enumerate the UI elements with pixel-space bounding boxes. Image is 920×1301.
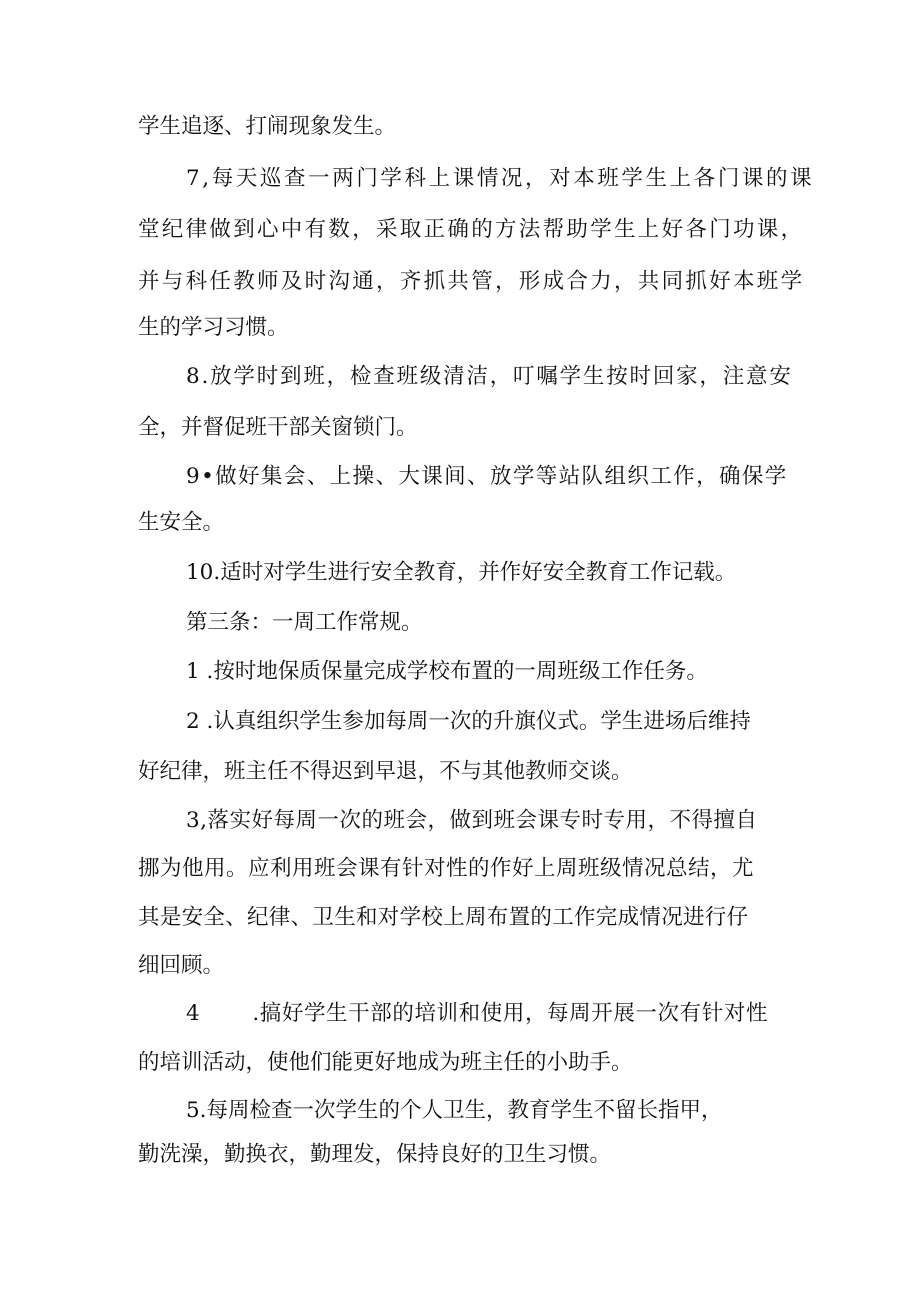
text-line: 9•做好集会、上操、大课间、放学等站队组织工作，确保学 xyxy=(186,464,788,489)
text-line: 生安全。 xyxy=(138,510,225,535)
text-line: 学生追逐、打闹现象发生。 xyxy=(138,114,397,139)
text-line: 3,落实好每周一次的班会，做到班会课专时专用，不得擅自 xyxy=(186,808,758,833)
section-heading: 第三条：一周工作常规。 xyxy=(186,610,423,635)
text-line: 1 .按时地保质保量完成学校布置的一周班级工作任务。 xyxy=(186,659,708,684)
text-line: 细回顾。 xyxy=(138,953,225,978)
text-line: 勤洗澡，勤换衣，勤理发，保持良好的卫生习惯。 xyxy=(138,1142,612,1167)
text-line: 挪为他用。应利用班会课有针对性的作好上周班级情况总结，尤 xyxy=(138,856,755,881)
text-line: 10.适时对学生进行安全教育，并作好安全教育工作记载。 xyxy=(186,560,737,585)
text-line: 8.放学时到班，检查班级清洁，叮嘱学生按时回家，注意安 xyxy=(186,364,793,389)
text-line: 的培训活动，使他们能更好地成为班主任的小助手。 xyxy=(138,1050,633,1075)
text-line: 其是安全、纪律、卫生和对学校上周布置的工作完成情况进行仔 xyxy=(138,905,749,930)
text-line: 生的学习习惯。 xyxy=(138,315,289,340)
text-line: 7,每天巡查一两门学科上课情况，对本班学生上各门课的课 xyxy=(186,166,815,191)
text-line: 堂纪律做到心中有数，采取正确的方法帮助学生上好各门功课， xyxy=(138,217,805,242)
text-line: 并与科任教师及时沟通，齐抓共管，形成合力，共同抓好本班学 xyxy=(138,269,805,294)
text-line: 好纪律，班主任不得迟到早退，不与其他教师交谈。 xyxy=(138,759,633,784)
text-line: 4 .搞好学生干部的培训和使用，每周开展一次有针对性 xyxy=(186,1001,769,1026)
text-line: 全，并督促班干部关窗锁门。 xyxy=(138,415,418,440)
text-line: 2 .认真组织学生参加每周一次的升旗仪式。学生进场后维持 xyxy=(186,709,751,734)
text-line: 5.每周检查一次学生的个人卫生，教育学生不留长指甲， xyxy=(186,1098,723,1123)
